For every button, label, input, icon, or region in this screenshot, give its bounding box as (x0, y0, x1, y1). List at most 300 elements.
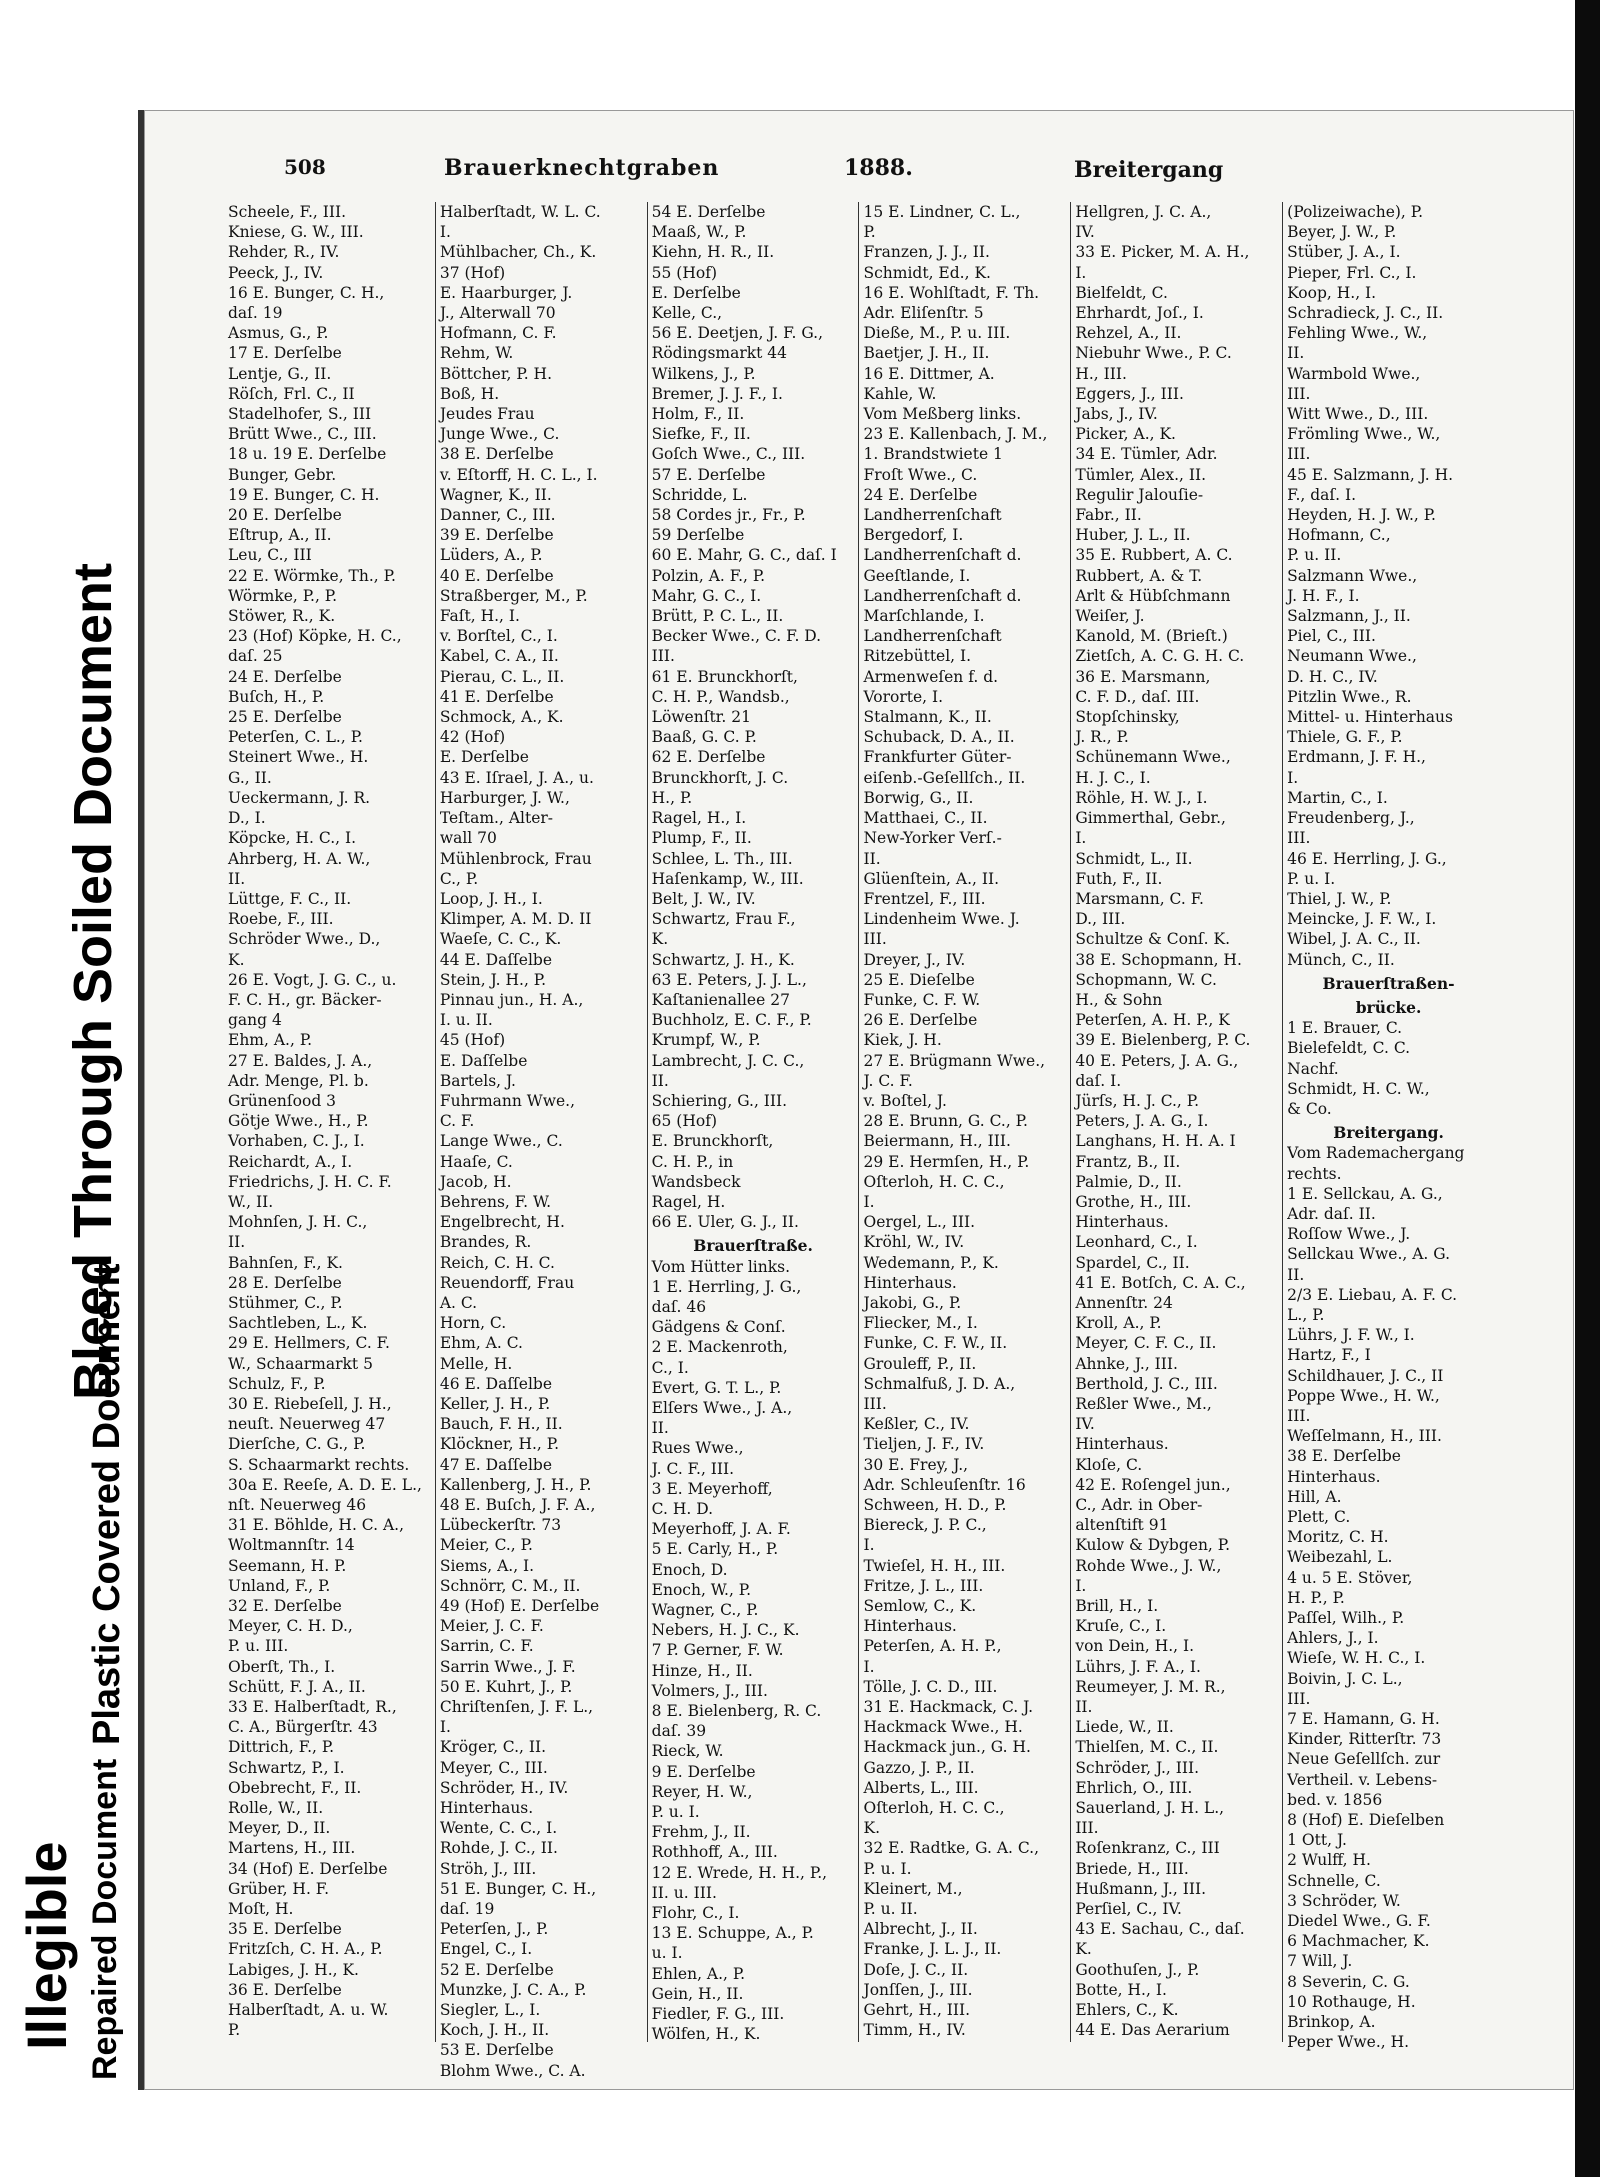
directory-entry: 38 E. Schopmann, H. (1075, 950, 1242, 969)
directory-entry: 51 E. Bunger, C. H., (439, 1879, 597, 1898)
directory-entry: 25 E. Dieſelbe (863, 970, 975, 989)
directory-entry: Boivin, J. C. L., (1287, 1669, 1403, 1688)
directory-entry: Vorhaben, C. J., I. (228, 1132, 365, 1151)
directory-entry: Brütt, P. C. L., II. (651, 607, 784, 626)
directory-entry: Pieper, Frl. C., I. (1287, 263, 1417, 282)
running-head-left: Brauerknechtgraben (444, 155, 720, 181)
directory-entry: Rubbert, A. & T. (1075, 566, 1203, 585)
directory-entry: 5 E. Carly, H., P. (651, 1540, 779, 1559)
directory-entry: Schütt, F. J. A., II. (228, 1677, 366, 1696)
directory-entry: Stein, J. H., P. (439, 970, 547, 989)
directory-entry: Waeſe, C. C., K. (439, 930, 562, 949)
directory-entry: Ritzebüttel, I. (863, 647, 972, 666)
directory-entry: Frehm, J., II. (651, 1823, 751, 1842)
directory-entry: 31 E. Böhlde, H. C. A., (228, 1516, 405, 1535)
directory-entry: Sellckau Wwe., A. G. (1287, 1245, 1451, 1264)
directory-entry: Rehm, W. (439, 344, 514, 363)
directory-entry: Glüenſtein, A., II. (863, 869, 1000, 888)
directory-entry: C. H. P., Wandsb., (651, 687, 790, 706)
directory-entry: Peper Wwe., H. (1287, 2033, 1410, 2052)
directory-entry: Ströh, J., III. (439, 1859, 537, 1878)
directory-entry: 30 E. Riebeſell, J. H., (228, 1394, 392, 1413)
directory-entry: 62 E. Derſelbe (651, 748, 766, 767)
directory-entry: G., II. (228, 768, 272, 787)
directory-entry: Bartels, J. (439, 1071, 516, 1090)
directory-entry: Gein, H., II. (651, 1984, 744, 2003)
directory-entry: Kröhl, W., IV. (863, 1233, 965, 1252)
directory-entry: 26 E. Derſelbe (863, 1011, 978, 1030)
directory-entry: F., daſ. I. (1287, 485, 1357, 504)
directory-entry: 3 E. Meyerhoff, (651, 1479, 773, 1498)
directory-entry: Poppe Wwe., H. W., (1287, 1386, 1440, 1405)
directory-entry: Neue Geſellſch. zur (1287, 1750, 1441, 1769)
directory-entry: Behrens, F. W. (439, 1192, 552, 1211)
directory-entry: Maaß, W., P. (651, 223, 747, 242)
directory-entry: 3 Schröder, W. (1287, 1891, 1401, 1910)
directory-entry: Regulir Jalouſie- (1075, 485, 1204, 504)
directory-entry: Woltmannſtr. 14 (228, 1536, 355, 1555)
directory-entry: Bauch, F. H., II. (439, 1415, 563, 1434)
directory-entry: Freudenberg, J., (1287, 809, 1415, 828)
directory-entry: Schwartz, Frau F., (651, 910, 796, 929)
directory-entry: 42 E. Roſengel jun., (1075, 1475, 1231, 1494)
directory-entry: Stadelhofer, S., III (228, 405, 372, 424)
directory-entry: 31 E. Hackmack, C. J. (863, 1698, 1034, 1717)
directory-entry: Mühlenbrock, Frau (439, 849, 592, 868)
directory-entry: v. Boſtel, J. (863, 1091, 947, 1110)
directory-entry: 26 E. Vogt, J. G. C., u. (228, 970, 397, 989)
directory-entry: J. C. F. (863, 1071, 913, 1090)
directory-entry: H. P., P. (1287, 1588, 1345, 1607)
directory-entry: C. A., Bürgerſtr. 43 (228, 1718, 378, 1737)
directory-entry: 42 (Hof) (439, 728, 506, 747)
directory-entry: Klimper, A. M. D. II (439, 910, 592, 929)
directory-entry: 60 E. Mahr, G. C., daſ. I (651, 546, 837, 565)
directory-entry: C. F. (439, 1112, 475, 1131)
directory-entry: Vom Rademachergang (1287, 1144, 1465, 1163)
directory-entry: Heyden, H. J. W., P. (1287, 506, 1436, 525)
directory-entry: 9 E. Derſelbe (651, 1762, 756, 1781)
directory-entry: Nachf. (1287, 1059, 1339, 1078)
directory-entry: Diedel Wwe., G. F. (1287, 1912, 1431, 1931)
directory-entry: I. (1287, 768, 1299, 787)
directory-entry: Grothe, H., III. (1075, 1192, 1192, 1211)
directory-entry: 2/3 E. Liebau, A. F. C. (1287, 1285, 1458, 1304)
directory-entry: Koch, J. H., II. (439, 2021, 550, 2040)
directory-entry: Lindenheim Wwe. J. (863, 910, 1020, 929)
directory-entry: Hinterhaus. (1075, 1213, 1169, 1232)
directory-entry: Schnelle, C. (1287, 1871, 1381, 1890)
directory-entry: 1 E. Sellckau, A. G., (1287, 1184, 1443, 1203)
directory-entry: Jacob, H. (439, 1172, 512, 1191)
directory-entry: 30 E. Frey, J., (863, 1455, 969, 1474)
directory-entry: W., Schaarmarkt 5 (228, 1354, 373, 1373)
directory-entry: Nebers, H. J. C., K. (651, 1621, 800, 1640)
directory-entry: Brütt Wwe., C., III. (228, 425, 377, 444)
directory-entry: Boß, H. (439, 384, 500, 403)
directory-entry: Oſterloh, H. C. C., (863, 1172, 1005, 1191)
directory-entry: Mohnſen, J. H. C., (228, 1213, 368, 1232)
directory-entry: Franke, J. L. J., II. (863, 1940, 1002, 1959)
directory-entry: Annenſtr. 24 (1075, 1293, 1173, 1312)
directory-entry: Hinze, H., II. (651, 1661, 753, 1680)
directory-entry: Plett, C. (1287, 1508, 1351, 1526)
directory-entry: I. (1075, 263, 1087, 282)
directory-entry: Brinkop, A. (1287, 2013, 1376, 2032)
directory-entry: Fliecker, M., I. (863, 1314, 978, 1333)
directory-entry: 7 P. Gerner, F. W. (651, 1641, 784, 1660)
directory-entry: 2 Wulff, H. (1287, 1851, 1371, 1870)
directory-entry: Moſt, H. (228, 1900, 294, 1919)
directory-entry: 28 E. Brunn, G. C., P. (863, 1112, 1028, 1131)
directory-entry: Oergel, L., III. (863, 1213, 976, 1232)
directory-entry: Jürſs, H. J. C., P. (1075, 1091, 1200, 1110)
directory-entry: Brauerſtraße. (693, 1236, 813, 1256)
directory-entry: 8 E. Bielenberg, R. C. (651, 1702, 822, 1721)
directory-entry: Eſtrup, A., II. (228, 526, 332, 545)
directory-entry: daſ. 39 (651, 1722, 707, 1741)
directory-entry: Reichardt, A., I. (228, 1152, 353, 1171)
listing-columns (224, 202, 1494, 2080)
directory-entry: Engelbrecht, H. (439, 1213, 565, 1232)
directory-entry: Schween, H. D., P. (863, 1496, 1007, 1514)
directory-entry: 45 (Hof) (439, 1031, 506, 1050)
directory-entry: Ragel, H. (651, 1192, 726, 1211)
directory-entry: Ahrberg, H. A. W., (228, 849, 371, 868)
directory-entry: Ahlers, J., I. (1287, 1629, 1379, 1648)
directory-entry: 4 u. 5 E. Stöver, (1287, 1568, 1413, 1587)
directory-entry: Stöwer, R., K. (228, 607, 336, 626)
directory-entry: Hartz, F., I (1287, 1346, 1371, 1365)
directory-entry: Fiedler, F. G., III. (651, 2005, 785, 2024)
directory-entry: H., III. (1075, 364, 1127, 383)
directory-entry: II. (1287, 344, 1305, 363)
directory-entry: New-Yorker Verſ.- (863, 829, 1002, 848)
directory-entry: III. (1287, 1406, 1311, 1425)
directory-entry: 17 E. Derſelbe (228, 344, 342, 363)
directory-entry: Dierſche, C. G., P. (228, 1435, 366, 1454)
directory-entry: Franzen, J. J., II. (863, 243, 990, 262)
directory-entry: Frankfurter Güter- (863, 748, 1012, 767)
directory-entry: C. H. P., in (651, 1152, 734, 1171)
directory-entry: Becker Wwe., C. F. D. (651, 627, 822, 646)
directory-entry: II. (228, 869, 246, 888)
directory-entry: Hinterhaus. (863, 1617, 957, 1636)
directory-entry: 15 E. Lindner, C. L., (863, 203, 1021, 221)
directory-entry: Sarrin, C. F. (439, 1637, 534, 1656)
directory-entry: III. (1075, 1819, 1099, 1838)
directory-entry: Stalmann, K., II. (863, 708, 992, 727)
directory-entry: 63 E. Peters, J. J. L., (651, 970, 807, 989)
directory-entry: Thielſen, M. C., II. (1075, 1738, 1219, 1757)
directory-entry: Reßler Wwe., M., (1075, 1394, 1212, 1413)
directory-entry: 40 E. Derſelbe (439, 566, 554, 585)
directory-entry: II. (863, 849, 881, 868)
directory-entry: A. C. (439, 1293, 478, 1312)
column-5 (1071, 202, 1283, 2042)
directory-entry: Koop, H., I. (1287, 283, 1377, 302)
directory-entry: Brill, H., I. (1075, 1597, 1159, 1616)
directory-entry: Peters, J. A. G., I. (1075, 1112, 1209, 1131)
directory-entry: Meier, J. C. F. (439, 1617, 544, 1636)
directory-entry: Hackmack Wwe., H. (863, 1718, 1023, 1737)
directory-entry: Botte, H., I. (1075, 1980, 1167, 1999)
directory-entry: Schradieck, J. C., II. (1287, 304, 1444, 323)
directory-entry: bed. v. 1856 (1287, 1790, 1383, 1809)
directory-entry: Funke, C. F. W., II. (863, 1334, 1008, 1353)
directory-entry: Stopſchinsky, (1075, 708, 1180, 727)
directory-entry: Rohde Wwe., J. W., (1075, 1556, 1222, 1575)
directory-entry: 8 Severin, C. G. (1287, 1972, 1410, 1991)
directory-entry: Borwig, G., II. (863, 788, 974, 807)
directory-entry: Oſterloh, H. C. C., (863, 1799, 1005, 1818)
directory-entry: Obebrecht, F., II. (228, 1778, 362, 1797)
directory-entry: Schünemann Wwe., (1075, 748, 1231, 767)
directory-entry: Marsmann, C. F. (1075, 889, 1204, 908)
directory-entry: 24 E. Derſelbe (863, 485, 978, 504)
directory-entry: Löwenſtr. 21 (651, 708, 751, 727)
directory-entry: Rehzel, A., II. (1075, 324, 1182, 343)
directory-entry: Armenweſen f. d. (863, 667, 999, 686)
directory-entry: 44 E. Das Aerarium (1075, 2021, 1230, 2040)
directory-entry: Polzin, A. F., P. (651, 566, 766, 585)
directory-entry: Kulow & Dybgen, P. (1075, 1536, 1230, 1555)
directory-entry: J., Alterwall 70 (439, 304, 556, 323)
directory-entry: 35 E. Derſelbe (228, 1920, 342, 1939)
directory-entry: Frentzel, F., III. (863, 889, 986, 908)
directory-entry: Wagner, K., II. (439, 485, 552, 504)
directory-entry: Alberts, L., III. (863, 1778, 979, 1797)
stamp-bleed-through: Bleed Through Soiled Document (63, 562, 123, 1400)
directory-entry: Peterſen, A. H. P., K (1075, 1011, 1230, 1030)
directory-entry: Wente, C. C., I. (439, 1819, 558, 1838)
directory-entry: Fritze, J. L., III. (863, 1576, 984, 1595)
directory-entry: E. Daſſelbe (439, 1051, 528, 1070)
directory-entry: Frantz, B., II. (1075, 1152, 1181, 1171)
directory-entry: Buſch, H., P. (228, 687, 325, 706)
directory-entry: 29 E. Hermſen, H., P. (863, 1152, 1030, 1171)
directory-entry: Wieſe, W. H. C., I. (1287, 1649, 1426, 1668)
directory-entry: Götje Wwe., H., P. (228, 1112, 369, 1131)
directory-entry: Wörmke, P., P. (228, 586, 338, 605)
directory-entry: Schuback, D. A., II. (863, 728, 1015, 747)
directory-entry: Meier, C., P. (439, 1536, 533, 1555)
directory-entry: III. (863, 1394, 887, 1413)
directory-entry: 61 E. Brunckhorſt, (651, 667, 798, 686)
directory-entry: Hinterhaus. (439, 1799, 534, 1818)
directory-entry: gang 4 (228, 1011, 282, 1030)
directory-entry: III. (1287, 445, 1311, 464)
directory-entry: 32 E. Derſelbe (228, 1597, 342, 1616)
directory-entry: II. (228, 1233, 246, 1252)
directory-entry: Erdmann, J. F. H., (1287, 748, 1426, 767)
directory-entry: Blohm Wwe., C. A. (439, 2061, 586, 2080)
directory-entry: Klöckner, H., P. (439, 1435, 559, 1454)
directory-entry: Grouleff, P., II. (863, 1354, 977, 1373)
directory-entry: Hellgren, J. C. A., (1075, 203, 1212, 221)
stamp-plastic-covered: Plastic Covered Document (86, 1263, 128, 1745)
directory-entry: Schulz, F., P. (228, 1374, 326, 1393)
directory-entry: Landherrenſchaft d. (863, 546, 1022, 565)
column-6 (1283, 202, 1494, 2052)
directory-entry: 47 E. Daſſelbe (439, 1455, 553, 1474)
directory-entry: Scheele, F., III. (228, 203, 347, 221)
directory-entry: Kahle, W. (863, 384, 937, 403)
directory-entry: Siems, A., I. (439, 1556, 535, 1575)
directory-entry: 53 E. Derſelbe (439, 2041, 554, 2060)
directory-entry: Reich, C. H. C. (439, 1253, 555, 1272)
directory-entry: 54 E. Derſelbe (651, 203, 766, 221)
directory-entry: C., P. (439, 869, 479, 888)
directory-entry: Frömling Wwe., W., (1287, 425, 1441, 444)
directory-entry: Haaſe, C. (439, 1152, 513, 1171)
directory-entry: Kröger, C., II. (439, 1738, 547, 1757)
directory-entry: Belt, J. W., IV. (651, 889, 756, 908)
directory-entry: Arlt & Hübſchmann (1075, 586, 1231, 605)
scan-edge-dark (1575, 0, 1600, 2177)
running-head-right: Breitergang (1074, 157, 1224, 183)
directory-entry: Adr. Eliſenſtr. 5 (863, 304, 984, 323)
directory-entry: Lührs, J. F. A., I. (1075, 1657, 1201, 1676)
directory-entry: brücke. (1355, 997, 1422, 1017)
directory-entry: Funke, C. F. W. (863, 990, 981, 1009)
directory-entry: 27 E. Baldes, J. A., (228, 1051, 373, 1070)
directory-entry: Labiges, J. H., K. (228, 1960, 359, 1979)
directory-entry: Hofmann, C. F. (439, 324, 557, 343)
directory-entry: Biereck, J. P. C., (863, 1516, 987, 1535)
directory-entry: Straßberger, M., P. (439, 586, 588, 605)
directory-entry: 16 E. Wohlſtadt, F. Th. (863, 283, 1040, 302)
directory-entry: Schiering, G., III. (651, 1091, 788, 1110)
directory-entry: 43 E. Iſrael, J. A., u. (439, 768, 594, 787)
directory-entry: Breitergang. (1333, 1123, 1444, 1143)
directory-entry: Schmidt, Ed., K. (863, 263, 991, 282)
directory-entry: 56 E. Deetjen, J. F. G., (651, 324, 824, 343)
directory-entry: Enoch, W., P. (651, 1580, 752, 1599)
directory-entry: Kallenberg, J. H., P. (439, 1475, 592, 1494)
directory-entry: D., III. (1075, 910, 1126, 929)
directory-entry: 29 E. Hellmers, C. F. (228, 1334, 390, 1353)
directory-entry: Chriſtenſen, J. F. L., (439, 1698, 594, 1717)
directory-entry: Dieße, M., P. u. III. (863, 324, 1011, 343)
directory-entry: Horn, C. (439, 1314, 507, 1333)
directory-entry: Haſenkamp, W., III. (651, 869, 804, 888)
directory-entry: Danner, C., III. (439, 506, 556, 525)
directory-entry: I. (1075, 829, 1087, 848)
directory-entry: 19 E. Bunger, C. H. (228, 485, 380, 504)
directory-entry: Martens, H., III. (228, 1839, 356, 1858)
directory-entry: J. H. F., I. (1287, 586, 1360, 605)
directory-entry: Bielefeldt, C. C. (1287, 1039, 1411, 1058)
directory-entry: Ueckermann, J. R. (228, 788, 371, 807)
directory-entry: Marſchlande, I. (863, 607, 985, 626)
directory-entry: 6 Machmacher, K. (1287, 1932, 1430, 1951)
directory-entry: nſt. Neuerweg 46 (228, 1496, 367, 1514)
directory-entry: 35 E. Rubbert, A. C. (1075, 546, 1233, 565)
directory-entry: Pierau, C. L., II. (439, 667, 565, 686)
directory-entry: Brandes, R. (439, 1233, 532, 1252)
directory-entry: Keller, J. H., P. (439, 1394, 551, 1413)
year: 1888. (844, 155, 913, 181)
directory-entry: Lüttge, F. C., II. (228, 889, 352, 908)
directory-entry: Kanold, M. (Brieſt.) (1075, 627, 1228, 646)
stamp-illegible: Illegible (15, 1841, 78, 2050)
directory-entry: Schröder, J., III. (1075, 1758, 1200, 1777)
directory-entry: 23 E. Kallenbach, J. M., (863, 425, 1048, 444)
directory-entry: Friedrichs, J. H. C. F. (228, 1172, 392, 1191)
directory-entry: H. J. C., I. (1075, 768, 1151, 787)
directory-entry: Lübeckerſtr. 73 (439, 1516, 562, 1535)
directory-entry: H., P. (651, 788, 693, 807)
directory-entry: 24 E. Derſelbe (228, 667, 342, 686)
directory-entry: Langhans, H. H. A. I (1075, 1132, 1236, 1151)
directory-entry: Hill, A. (1287, 1487, 1342, 1506)
directory-entry: I. (1075, 1576, 1087, 1595)
directory-entry: Teſtam., Alter- (439, 809, 554, 828)
directory-entry: Martin, C., I. (1287, 788, 1388, 807)
directory-entry: Goothuſen, J., P. (1075, 1960, 1200, 1979)
directory-entry: daſ. 46 (651, 1297, 707, 1316)
directory-entry: 2 E. Mackenroth, (651, 1338, 788, 1357)
directory-entry: K. (228, 950, 245, 969)
directory-entry: Keßler, C., IV. (863, 1415, 970, 1434)
directory-entry: Roſſow Wwe., J. (1287, 1225, 1411, 1244)
directory-entry: von Dein, H., I. (1075, 1637, 1195, 1656)
directory-entry: Zietſch, A. C. G. H. C. (1075, 647, 1245, 666)
directory-entry: 45 E. Salzmann, J. H. (1287, 465, 1454, 484)
directory-entry: Gädgens & Conſ. (651, 1318, 786, 1337)
directory-entry: daſ. I. (1075, 1071, 1122, 1090)
directory-entry: 38 E. Derſelbe (1287, 1447, 1401, 1466)
directory-entry: 44 E. Daſſelbe (439, 950, 553, 969)
directory-entry: Grüber, H. F. (228, 1879, 330, 1898)
directory-entry: 40 E. Peters, J. A. G., (1075, 1051, 1239, 1070)
directory-entry: Meyerhoff, J. A. F. (651, 1520, 791, 1539)
directory-entry: 36 E. Derſelbe (228, 1980, 342, 1999)
directory-entry: Reyer, H. W., (651, 1782, 753, 1801)
directory-entry: S. Schaarmarkt rechts. (228, 1455, 410, 1474)
directory-entry: neuſt. Neuerweg 47 (228, 1415, 386, 1434)
directory-entry: 34 (Hof) E. Derſelbe (228, 1859, 388, 1878)
directory-entry: Landherrenſchaft d. (863, 586, 1022, 605)
directory-entry: Tümler, Alex., II. (1075, 465, 1207, 484)
directory-entry: Lange Wwe., C. (439, 1132, 563, 1151)
directory-entry: Moritz, C. H. (1287, 1528, 1389, 1547)
directory-entry: Schultze & Conſ. K. (1075, 930, 1231, 949)
directory-entry: Wagner, C., P. (651, 1601, 759, 1620)
directory-entry: Ehlers, C., K. (1075, 2001, 1179, 2020)
directory-entry: Niebuhr Wwe., P. C. (1075, 344, 1232, 363)
directory-entry: Timm, H., IV. (863, 2021, 966, 2040)
directory-entry: 18 u. 19 E. Derſelbe (228, 445, 387, 464)
directory-entry: Salzmann, J., II. (1287, 607, 1411, 626)
directory-entry: P. u. II. (863, 1900, 918, 1919)
directory-entry: Roſenkranz, C., III (1075, 1839, 1220, 1858)
directory-entry: K. (651, 930, 669, 949)
directory-entry: Hinterhaus. (1287, 1467, 1381, 1486)
directory-entry: Faſt, H., I. (439, 607, 520, 626)
directory-entry: Schnörr, C. M., II. (439, 1576, 581, 1595)
directory-entry: Bunger, Gebr. (228, 465, 337, 484)
directory-entry: L., P. (1287, 1305, 1325, 1324)
directory-entry: Rehder, R., IV. (228, 243, 340, 262)
directory-entry: Geeſtlande, I. (863, 566, 971, 585)
directory-entry: Hofmann, C., (1287, 526, 1391, 545)
directory-entry: Ehlen, A., P. (651, 1964, 746, 1983)
directory-entry: P. u. III. (228, 1637, 289, 1656)
directory-entry: Lüders, A., P. (439, 546, 543, 565)
directory-entry: Neumann Wwe., (1287, 647, 1417, 666)
